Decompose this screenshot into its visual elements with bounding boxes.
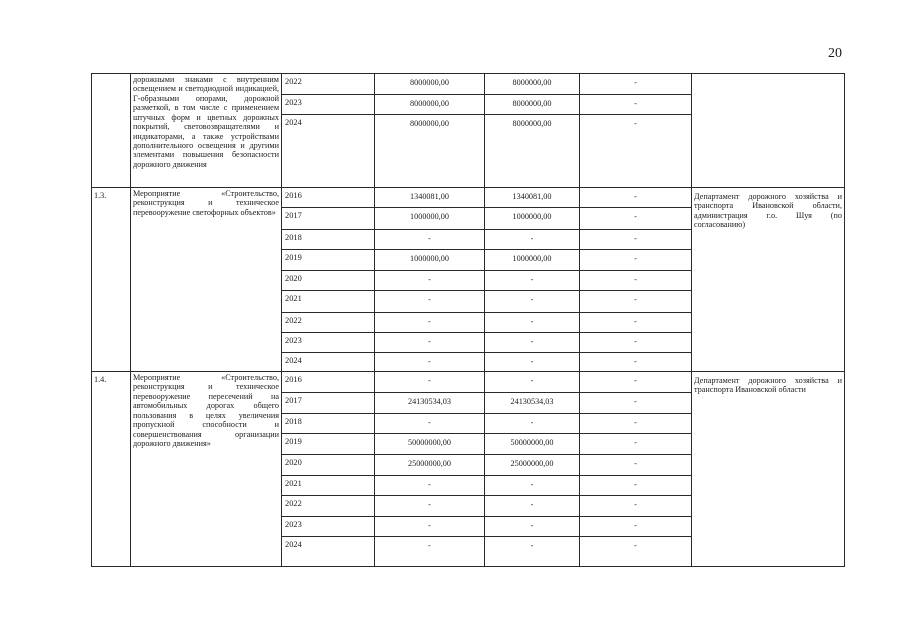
budget-amount-cell: 25000000,00: [485, 455, 580, 476]
other-amount-cell: -: [580, 291, 692, 313]
year-cell: 2019: [282, 250, 375, 271]
executor-cell: Департамент дорожного хозяйства и транспорта Ивановской области, администрация г.о. Шуя (по согласованию): [692, 188, 845, 372]
budget-amount-cell: -: [485, 517, 580, 537]
budget-amount-cell: 8000000,00: [485, 115, 580, 188]
total-amount-cell: 1000000,00: [375, 208, 485, 230]
table-row: [92, 188, 845, 208]
year-cell: 2019: [282, 434, 375, 455]
budget-amount-cell: -: [485, 271, 580, 291]
year-cell: 2018: [282, 230, 375, 250]
year-cell: 2023: [282, 517, 375, 537]
total-amount-cell: 25000000,00: [375, 455, 485, 476]
other-amount-cell: -: [580, 271, 692, 291]
budget-amount-cell: -: [485, 414, 580, 434]
year-cell: 2017: [282, 393, 375, 414]
table-row: [92, 74, 845, 95]
total-amount-cell: -: [375, 537, 485, 567]
year-cell: 2016: [282, 188, 375, 208]
total-amount-cell: -: [375, 333, 485, 353]
table-row: [92, 372, 845, 393]
total-amount-cell: -: [375, 476, 485, 496]
other-amount-cell: -: [580, 95, 692, 115]
year-cell: 2018: [282, 414, 375, 434]
budget-amount-cell: -: [485, 372, 580, 393]
other-amount-cell: -: [580, 208, 692, 230]
total-amount-cell: -: [375, 313, 485, 333]
year-cell: 2016: [282, 372, 375, 393]
budget-amount-cell: 1000000,00: [485, 250, 580, 271]
budget-amount-cell: -: [485, 353, 580, 372]
budget-amount-cell: -: [485, 496, 580, 517]
other-amount-cell: -: [580, 353, 692, 372]
other-amount-cell: -: [580, 476, 692, 496]
total-amount-cell: -: [375, 291, 485, 313]
total-amount-cell: 8000000,00: [375, 95, 485, 115]
other-amount-cell: -: [580, 434, 692, 455]
other-amount-cell: -: [580, 115, 692, 188]
total-amount-cell: -: [375, 517, 485, 537]
measure-number: 1.3.: [92, 188, 131, 372]
total-amount-cell: 24130534,03: [375, 393, 485, 414]
total-amount-cell: 8000000,00: [375, 74, 485, 95]
executor-cell: [692, 74, 845, 188]
year-cell: 2021: [282, 291, 375, 313]
year-cell: 2020: [282, 271, 375, 291]
total-amount-cell: -: [375, 372, 485, 393]
measure-description: Мероприятие «Строительство, реконструкция и техническое перевооружение пересечений на автомобильных дорогах общего пользования в целях увеличения пропускной способности и совершенствования организации дорожного движения»: [131, 372, 282, 567]
other-amount-cell: -: [580, 230, 692, 250]
year-cell: 2022: [282, 74, 375, 95]
budget-amount-cell: -: [485, 333, 580, 353]
budget-amount-cell: 8000000,00: [485, 74, 580, 95]
budget-amount-cell: 1340081,00: [485, 188, 580, 208]
total-amount-cell: -: [375, 230, 485, 250]
other-amount-cell: -: [580, 188, 692, 208]
other-amount-cell: -: [580, 537, 692, 567]
budget-amount-cell: 24130534,03: [485, 393, 580, 414]
other-amount-cell: -: [580, 372, 692, 393]
year-cell: 2023: [282, 333, 375, 353]
measure-number: 1.4.: [92, 372, 131, 567]
budget-amount-cell: 8000000,00: [485, 95, 580, 115]
year-cell: 2024: [282, 353, 375, 372]
other-amount-cell: -: [580, 393, 692, 414]
total-amount-cell: -: [375, 496, 485, 517]
year-cell: 2024: [282, 115, 375, 188]
program-measures-table: [91, 73, 845, 567]
year-cell: 2022: [282, 496, 375, 517]
budget-amount-cell: -: [485, 313, 580, 333]
total-amount-cell: 50000000,00: [375, 434, 485, 455]
measure-description: Мероприятие «Строительство, реконструкция и техническое перевооружение светофорных объектов»: [131, 188, 282, 372]
measure-description: дорожными знаками с внутренним освещением и светодиодной индикацией, Г-образными опорами, дорожной разметкой, в том числе с применением штучных форм и цветных дорожных покрытий, световозвращателями и индикаторами, а также устройствами дополнительного освещения и другими элементами повышения безопасности дорожного движения: [131, 74, 282, 188]
year-cell: 2024: [282, 537, 375, 567]
year-cell: 2017: [282, 208, 375, 230]
year-cell: 2020: [282, 455, 375, 476]
budget-amount-cell: 50000000,00: [485, 434, 580, 455]
page-number: 20: [828, 46, 842, 61]
budget-amount-cell: -: [485, 476, 580, 496]
other-amount-cell: -: [580, 455, 692, 476]
year-cell: 2021: [282, 476, 375, 496]
total-amount-cell: -: [375, 271, 485, 291]
budget-amount-cell: -: [485, 291, 580, 313]
other-amount-cell: -: [580, 517, 692, 537]
budget-amount-cell: 1000000,00: [485, 208, 580, 230]
total-amount-cell: 1340081,00: [375, 188, 485, 208]
budget-amount-cell: -: [485, 537, 580, 567]
other-amount-cell: -: [580, 313, 692, 333]
total-amount-cell: 1000000,00: [375, 250, 485, 271]
year-cell: 2022: [282, 313, 375, 333]
measure-number: [92, 74, 131, 188]
total-amount-cell: -: [375, 353, 485, 372]
executor-cell: Департамент дорожного хозяйства и транспорта Ивановской области: [692, 372, 845, 567]
other-amount-cell: -: [580, 250, 692, 271]
other-amount-cell: -: [580, 333, 692, 353]
budget-amount-cell: -: [485, 230, 580, 250]
year-cell: 2023: [282, 95, 375, 115]
total-amount-cell: -: [375, 414, 485, 434]
total-amount-cell: 8000000,00: [375, 115, 485, 188]
other-amount-cell: -: [580, 74, 692, 95]
other-amount-cell: -: [580, 414, 692, 434]
other-amount-cell: -: [580, 496, 692, 517]
